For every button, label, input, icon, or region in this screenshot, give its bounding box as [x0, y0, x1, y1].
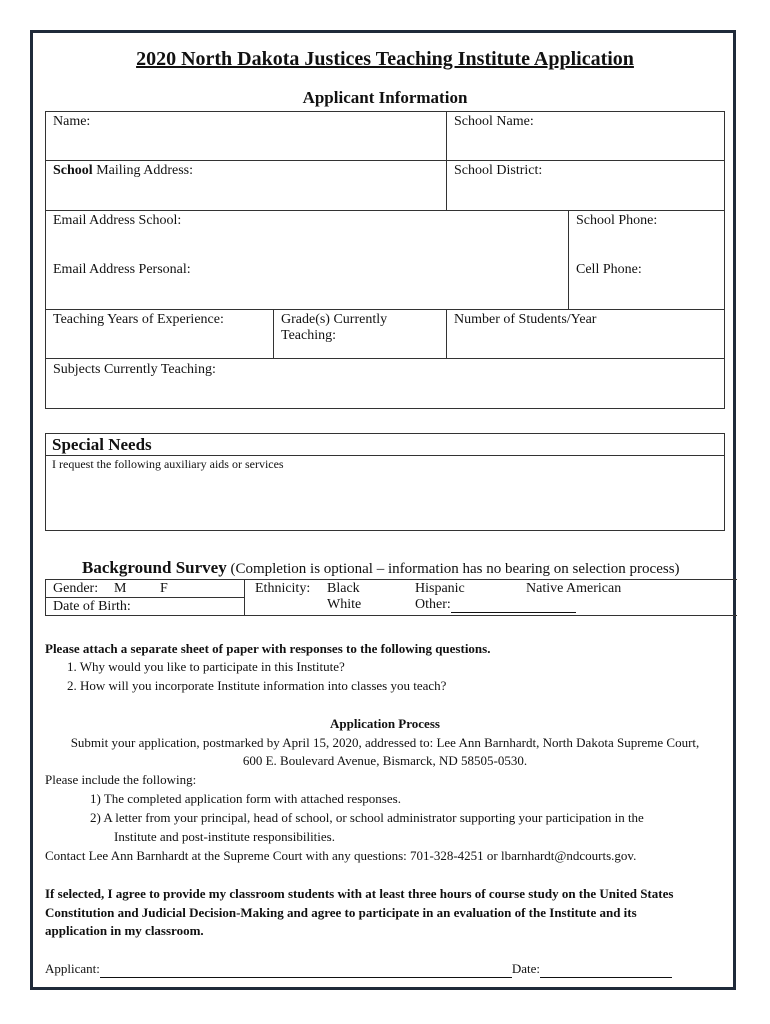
email-personal-field[interactable]: Email Address Personal:	[53, 262, 191, 277]
special-needs-heading: Special Needs	[52, 435, 152, 454]
submission-address-line1: Submit your application, postmarked by April 15, 2020, addressed to: Lee Ann Barnhardt, North Dakota Supreme Court,	[70, 735, 700, 750]
date-label: Date:	[511, 961, 541, 976]
special-needs-request[interactable]: I request the following auxiliary aids or services	[52, 457, 284, 471]
include-item-2-line1: 2) A letter from your principal, head of school, or school administrator supporting your participation in the	[90, 810, 644, 825]
school-phone-field[interactable]: School Phone:	[576, 213, 658, 228]
mailing-address-field[interactable]	[53, 163, 193, 179]
application-process-heading: Application Process	[330, 716, 440, 731]
ethnicity-native-american-option[interactable]: Native American	[526, 581, 622, 596]
ethnicity-other-label: Other:	[415, 597, 451, 612]
name-field[interactable]: Name:	[53, 114, 91, 129]
grades-field-line1[interactable]: Grade(s) Currently	[281, 312, 388, 327]
email-school-field[interactable]: Email Address School:	[53, 213, 182, 228]
ethnicity-white-option[interactable]: White	[327, 597, 362, 612]
applicant-info-heading: Applicant Information	[302, 88, 468, 107]
submission-address-line2: 600 E. Boulevard Avenue, Bismarck, ND 58505-0530.	[242, 753, 528, 768]
teaching-years-field[interactable]: Teaching Years of Experience:	[53, 312, 224, 327]
background-survey-heading: Background Survey	[82, 558, 227, 577]
applicant-signature-line[interactable]	[100, 964, 512, 978]
ethnicity-hispanic-option[interactable]: Hispanic	[415, 581, 465, 596]
ethnicity-black-option[interactable]: Black	[327, 581, 360, 596]
include-item-2-line2: Institute and post-institute responsibilities.	[114, 829, 335, 844]
date-line[interactable]	[540, 964, 672, 978]
date-of-birth-field[interactable]: Date of Birth:	[53, 599, 131, 614]
students-per-year-field[interactable]: Number of Students/Year	[454, 312, 597, 327]
signature-row	[45, 960, 672, 978]
mailing-address-label: Mailing Address:	[92, 163, 194, 178]
gender-label: Gender:	[53, 581, 99, 596]
questions-intro: Please attach a separate sheet of paper with responses to the following questions.	[45, 641, 491, 656]
question-1: 1. Why would you like to participate in this Institute?	[67, 659, 345, 674]
other-blank[interactable]	[451, 599, 576, 613]
cell-phone-field[interactable]: Cell Phone:	[576, 262, 642, 277]
include-label: Please include the following:	[45, 772, 197, 787]
agreement-line2: Constitution and Judicial Decision-Making and agree to participate in an evaluation of the Institute and its	[45, 905, 637, 920]
school-district-field[interactable]: School District:	[454, 163, 543, 178]
mailing-address-bold: School	[53, 163, 93, 178]
page-title: 2020 North Dakota Justices Teaching Institute Application	[136, 48, 634, 70]
contact-info: Contact Lee Ann Barnhardt at the Supreme Court with any questions: 701-328-4251 or lbarnhardt@ndcourts.gov.	[45, 848, 637, 863]
ethnicity-label: Ethnicity:	[255, 581, 311, 596]
question-2: 2. How will you incorporate Institute information into classes you teach?	[67, 678, 447, 693]
gender-f-option[interactable]: F	[160, 581, 168, 596]
include-item-1: 1) The completed application form with attached responses.	[90, 791, 401, 806]
gender-m-option[interactable]: M	[114, 581, 127, 596]
grades-field-line2: Teaching:	[281, 328, 336, 343]
background-survey-note: (Completion is optional – information has no bearing on selection process)	[226, 561, 680, 577]
school-name-field[interactable]: School Name:	[454, 114, 534, 129]
agreement-line3: application in my classroom.	[45, 923, 204, 938]
subjects-field[interactable]: Subjects Currently Teaching:	[53, 362, 216, 377]
ethnicity-other-field[interactable]	[415, 597, 576, 613]
agreement-line1: If selected, I agree to provide my classroom students with at least three hours of course study on the United States	[45, 886, 674, 901]
background-survey-title	[82, 558, 680, 578]
applicant-label: Applicant:	[45, 961, 100, 976]
